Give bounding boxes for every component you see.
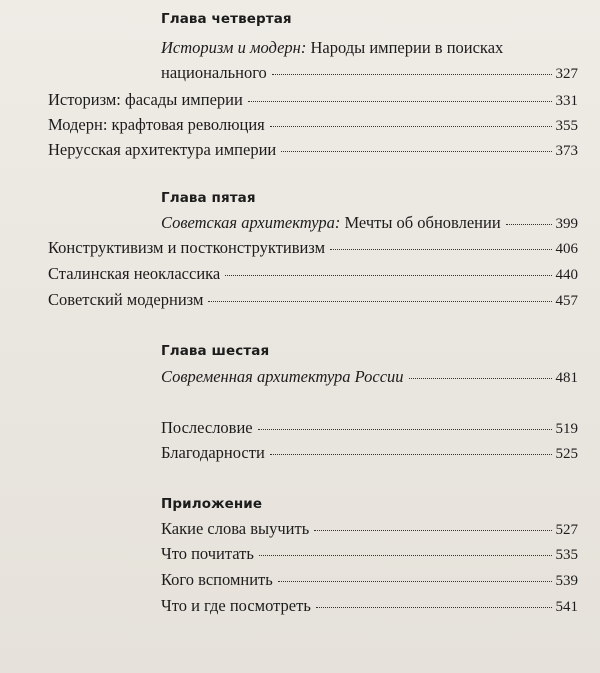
- dot-leader: [506, 224, 552, 225]
- chapter-6-intro-italic: Современная архитектура России: [161, 367, 404, 386]
- page-number: 355: [555, 118, 578, 134]
- page-number: 457: [555, 293, 578, 309]
- chapter-4-heading: Глава четвертая: [161, 11, 292, 27]
- entry-title: Что и где посмотреть: [161, 596, 311, 615]
- appendix-heading: Приложение: [161, 496, 263, 512]
- toc-entry[interactable]: [161, 443, 578, 464]
- entry-title: Сталинская неоклассика: [48, 264, 221, 283]
- entry-title: Послесловие: [161, 418, 253, 437]
- toc-entry[interactable]: [161, 519, 578, 540]
- chapter-5-heading: Глава пятая: [161, 190, 256, 206]
- dot-leader: [278, 581, 552, 582]
- chapter-4-intro-line1: [161, 38, 503, 58]
- page-number: 535: [555, 547, 578, 563]
- dot-leader: [208, 301, 551, 302]
- dot-leader: [259, 555, 552, 556]
- dot-leader: [316, 607, 552, 608]
- entry-title: Историзм: фасады империи: [48, 90, 243, 109]
- page-number: 541: [555, 599, 578, 615]
- dot-leader: [409, 378, 552, 379]
- toc-entry[interactable]: [48, 238, 578, 259]
- toc-entry[interactable]: [48, 140, 578, 161]
- page-number: 331: [555, 93, 578, 109]
- page-number: 406: [555, 241, 578, 257]
- toc-entry[interactable]: [161, 544, 578, 565]
- page-number: 525: [555, 446, 578, 462]
- toc-entry-chapter-4-intro[interactable]: [161, 63, 578, 84]
- toc-entry-chapter-6-intro[interactable]: [161, 367, 578, 388]
- entry-title: Кого вспомнить: [161, 570, 273, 589]
- toc-entry[interactable]: [161, 418, 578, 439]
- chapter-5-intro: [161, 213, 501, 233]
- entry-title: Что почитать: [161, 544, 254, 563]
- entry-title: Модерн: крафтовая революция: [48, 115, 265, 134]
- chapter-4-intro-rest: Народы империи в поисках: [306, 38, 504, 57]
- toc-entry[interactable]: [48, 290, 578, 311]
- entry-title: Какие слова выучить: [161, 519, 310, 538]
- toc-entry[interactable]: [48, 115, 578, 136]
- toc-entry[interactable]: [48, 90, 578, 111]
- dot-leader: [225, 275, 551, 276]
- dot-leader: [281, 151, 551, 152]
- entry-title: Благодарности: [161, 443, 265, 462]
- chapter-4-intro-italic: Историзм и модерн:: [161, 38, 307, 57]
- entry-title: Нерусская архитектура империи: [48, 140, 277, 159]
- page-number: 539: [555, 573, 578, 589]
- toc-entry[interactable]: [48, 264, 578, 285]
- dot-leader: [270, 126, 552, 127]
- dot-leader: [330, 249, 551, 250]
- entry-title: Советский модернизм: [48, 290, 204, 309]
- toc-entry[interactable]: [161, 570, 578, 591]
- toc-entry-chapter-5-intro[interactable]: [161, 213, 578, 234]
- page-number: 440: [555, 267, 578, 283]
- dot-leader: [270, 454, 552, 455]
- page-number: 481: [555, 370, 578, 386]
- page-number: 327: [555, 66, 578, 82]
- chapter-5-intro-italic: Советская архитектура:: [161, 213, 341, 232]
- page-number: 399: [555, 216, 578, 232]
- page-number: 373: [555, 143, 578, 159]
- chapter-4-intro-line2: национального: [161, 63, 267, 82]
- toc-entry[interactable]: [161, 596, 578, 617]
- dot-leader: [272, 74, 552, 75]
- dot-leader: [258, 429, 552, 430]
- dot-leader: [314, 530, 551, 531]
- chapter-6-intro: [161, 367, 404, 387]
- page-number: 527: [555, 522, 578, 538]
- dot-leader: [248, 101, 552, 102]
- chapter-6-heading: Глава шестая: [161, 343, 270, 359]
- page-number: 519: [555, 421, 578, 437]
- chapter-5-intro-rest: Мечты об обновлении: [340, 213, 501, 232]
- entry-title: Конструктивизм и постконструктивизм: [48, 238, 326, 257]
